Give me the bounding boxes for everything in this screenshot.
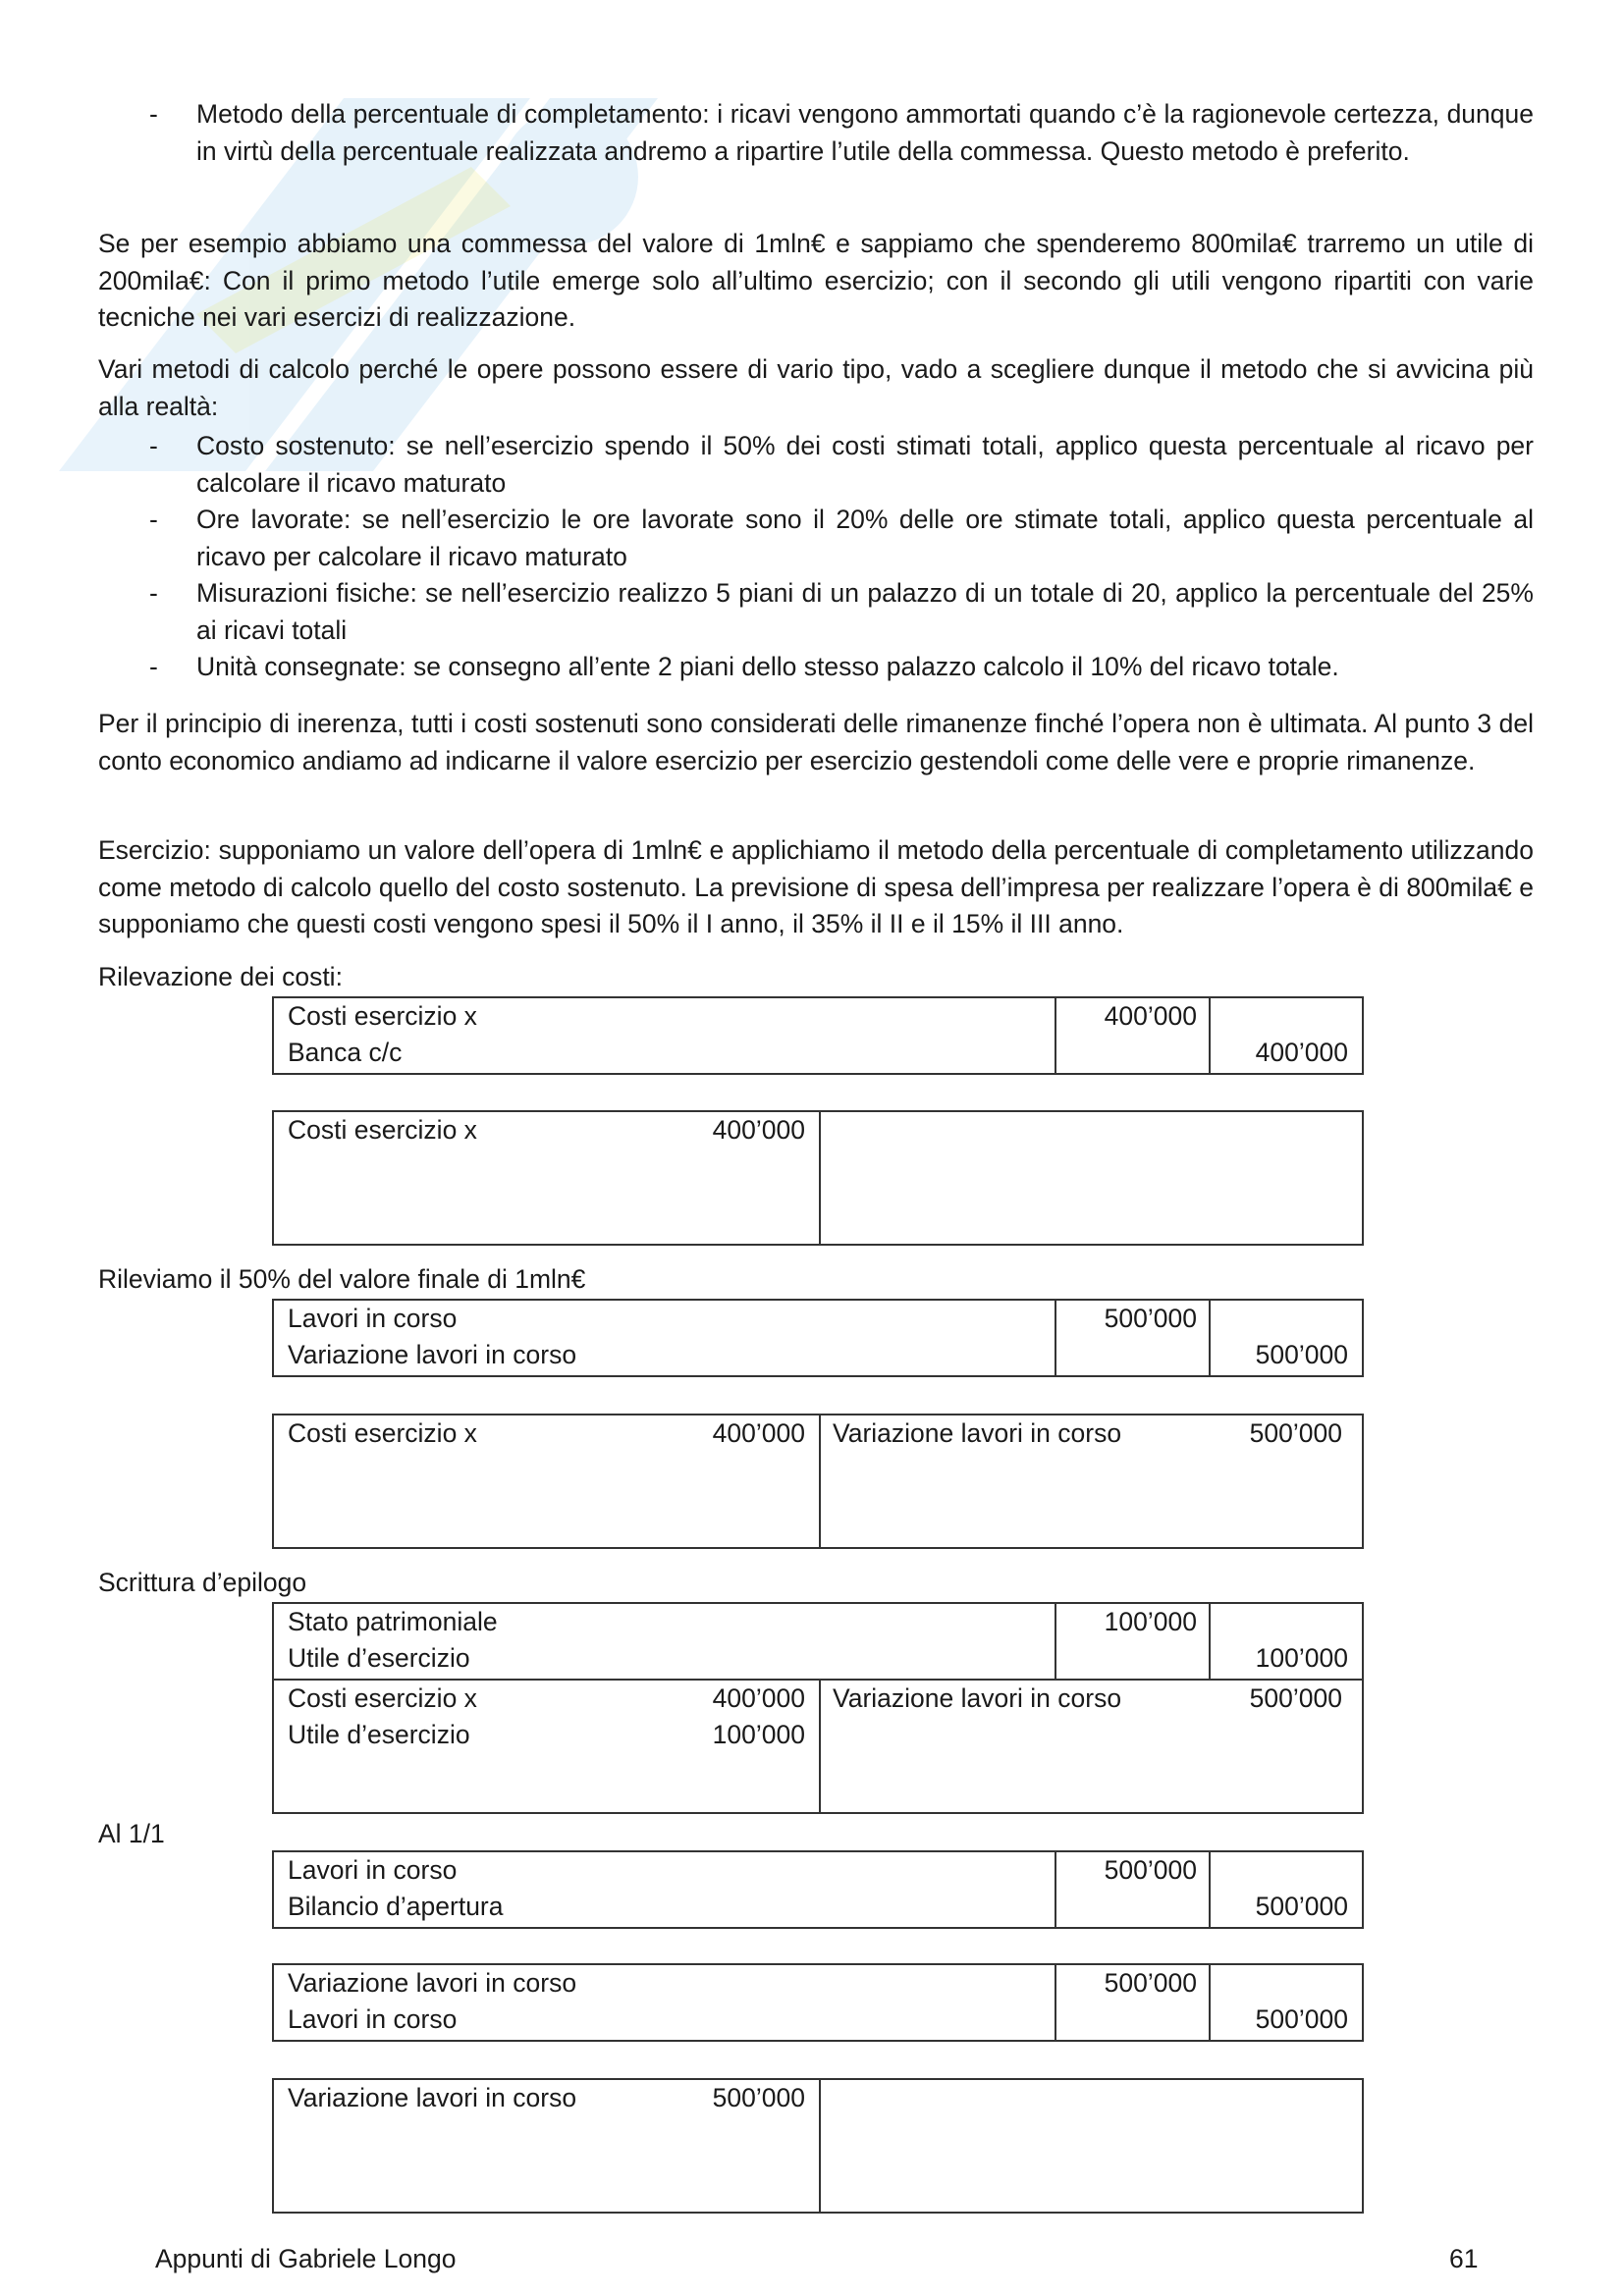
account-value: 500’000: [1249, 1418, 1342, 1448]
credit-amount: 100’000: [1255, 1643, 1348, 1673]
list-item-text: Costo sostenuto: se nell’esercizio spendo il 50% dei costi stimati totali, applico questa percentuale al ricavo per calcolare il ricavo maturato: [196, 431, 1534, 498]
label-rileviamo: Rileviamo il 50% del valore finale di 1mln€: [98, 1264, 586, 1294]
debit-account: Stato patrimoniale: [288, 1607, 498, 1636]
t-account-right: [819, 1112, 1362, 1244]
account-value: 400’000: [712, 1418, 805, 1448]
credit-amount: 500’000: [1255, 1892, 1348, 1921]
entry-accounts: [274, 1604, 1056, 1679]
bullet-dash: -: [149, 99, 158, 129]
t-account-left: [274, 1681, 821, 1812]
credit-amount: 400’000: [1255, 1038, 1348, 1067]
label-al-1-1: Al 1/1: [98, 1819, 165, 1848]
journal-entry: [272, 1299, 1364, 1377]
account-value: 100’000: [712, 1720, 805, 1749]
credit-account: Banca c/c: [288, 1038, 403, 1067]
account-name: Utile d’esercizio: [288, 1720, 470, 1749]
entry-debit-col: [1055, 1604, 1211, 1679]
entry-debit-col: [1055, 1965, 1211, 2040]
account-name: Variazione lavori in corso: [833, 1683, 1122, 1713]
journal-entry: [272, 1963, 1364, 2042]
paragraph-metodi-intro: Vari metodi di calcolo perché le opere possono essere di vario tipo, vado a scegliere dunque il metodo che si avvicina più alla realtà:: [98, 354, 1534, 421]
list-item-text: Metodo della percentuale di completamento: i ricavi vengono ammortati quando c’è la ragionevole certezza, dunque in virtù della percentuale realizzata andremo a ripartire l’utile della commessa. Questo metodo è preferito.: [196, 99, 1534, 166]
credit-account: Utile d’esercizio: [288, 1643, 470, 1673]
account-value: 400’000: [712, 1115, 805, 1145]
bullet-dash: -: [149, 578, 158, 608]
bullet-dash: -: [149, 652, 158, 681]
journal-entry: [272, 1850, 1364, 1929]
account-value: 500’000: [1249, 1683, 1342, 1713]
paragraph-esempio: Se per esempio abbiamo una commessa del valore di 1mln€ e sappiamo che spenderemo 800mila€ trarremo un utile di 200mila€: Con il primo metodo l’utile emerge solo all’ultimo esercizio; con il secondo gli utili vengono ripartiti con varie tecniche nei vari esercizi di realizzazione.: [98, 229, 1534, 332]
account-value: 400’000: [712, 1683, 805, 1713]
t-account-left: [274, 2080, 821, 2212]
footer-author: Appunti di Gabriele Longo: [155, 2244, 457, 2273]
account-name: Costi esercizio x: [288, 1418, 477, 1448]
account-name: Costi esercizio x: [288, 1683, 477, 1713]
entry-accounts: [274, 998, 1056, 1073]
journal-entry: [272, 1602, 1364, 1681]
t-account: [272, 1679, 1364, 1814]
credit-account: Variazione lavori in corso: [288, 1340, 577, 1369]
bullet-dash: -: [149, 505, 158, 534]
label-epilogo: Scrittura d’epilogo: [98, 1568, 307, 1597]
account-name: Costi esercizio x: [288, 1115, 477, 1145]
debit-account: Costi esercizio x: [288, 1001, 477, 1031]
account-name: Variazione lavori in corso: [833, 1418, 1122, 1448]
journal-entry: [272, 996, 1364, 1075]
entry-accounts: [274, 1301, 1056, 1375]
list-item-text: Unità consegnate: se consegno all’ente 2 piani dello stesso palazzo calcolo il 10% del ricavo totale.: [196, 652, 1339, 681]
debit-account: Lavori in corso: [288, 1855, 458, 1885]
t-account: [272, 2078, 1364, 2214]
bullet-dash: -: [149, 431, 158, 460]
t-account: [272, 1414, 1364, 1549]
debit-amount: 100’000: [1104, 1607, 1197, 1636]
list-item-text: Misurazioni fisiche: se nell’esercizio realizzo 5 piani di un palazzo di un totale di 20, applico la percentuale del 25% ai ricavi totali: [196, 578, 1534, 645]
t-account: [272, 1110, 1364, 1246]
list-item-text: Ore lavorate: se nell’esercizio le ore lavorate sono il 20% delle ore stimate totali, applico questa percentuale al ricavo per calcolare il ricavo maturato: [196, 505, 1534, 571]
t-account-left: [274, 1112, 821, 1244]
entry-debit-col: [1055, 1852, 1211, 1927]
label-rilevazione: Rilevazione dei costi:: [98, 962, 343, 991]
t-account-left: [274, 1415, 821, 1547]
entry-accounts: [274, 1965, 1056, 2040]
account-value: 500’000: [712, 2083, 805, 2112]
credit-amount: 500’000: [1255, 1340, 1348, 1369]
credit-account: Bilancio d’apertura: [288, 1892, 504, 1921]
credit-account: Lavori in corso: [288, 2004, 458, 2034]
paragraph-inerenza: Per il principio di inerenza, tutti i costi sostenuti sono considerati delle rimanenze finché l’opera non è ultimata. Al punto 3 del conto economico andiamo ad indicarne il valore esercizio per esercizio gestendoli come delle vere e proprie rimanenze.: [98, 709, 1534, 775]
credit-amount: 500’000: [1255, 2004, 1348, 2034]
debit-amount: 500’000: [1104, 1968, 1197, 1998]
t-account-right: [819, 1681, 1362, 1812]
account-name: Variazione lavori in corso: [288, 2083, 577, 2112]
debit-amount: 500’000: [1104, 1304, 1197, 1333]
debit-account: Variazione lavori in corso: [288, 1968, 577, 1998]
page-number: 61: [1449, 2244, 1479, 2273]
entry-debit-col: [1055, 998, 1211, 1073]
debit-amount: 400’000: [1104, 1001, 1197, 1031]
entry-accounts: [274, 1852, 1056, 1927]
t-account-right: [819, 2080, 1362, 2212]
debit-amount: 500’000: [1104, 1855, 1197, 1885]
debit-account: Lavori in corso: [288, 1304, 458, 1333]
paragraph-esercizio: Esercizio: supponiamo un valore dell’opera di 1mln€ e applichiamo il metodo della percentuale di completamento utilizzando come metodo di calcolo quello del costo sostenuto. La previsione di spesa dell’impresa per realizzare l’opera è di 800mila€ e supponiamo che questi costi vengono spesi il 50% il I anno, il 35% il II e il 15% il III anno.: [98, 835, 1534, 938]
entry-debit-col: [1055, 1301, 1211, 1375]
t-account-right: [819, 1415, 1362, 1547]
